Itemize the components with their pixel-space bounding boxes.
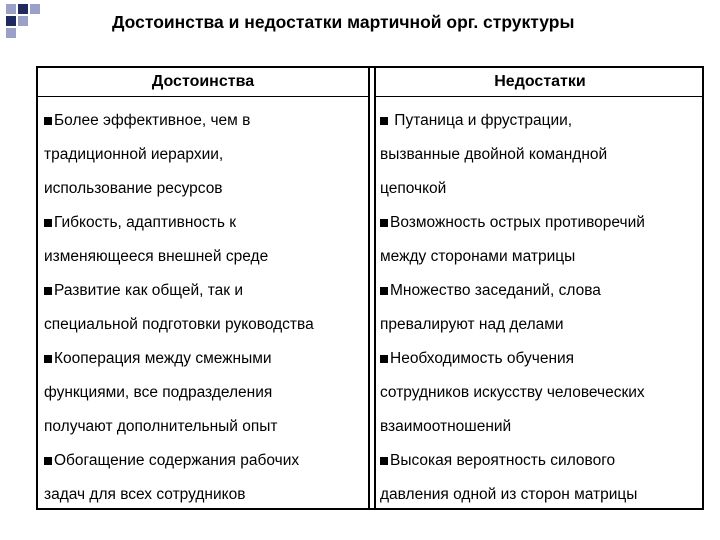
list-item (380, 444, 702, 478)
bullet-square-icon (44, 457, 52, 465)
list-item (380, 240, 702, 274)
list-item (44, 410, 366, 444)
list-item (44, 138, 366, 172)
list-item-text: Развитие как общей, так и (54, 282, 244, 299)
list-item (380, 138, 702, 172)
list-item (44, 104, 366, 138)
bullet-square-icon (44, 355, 52, 363)
list-item-text: Более эффективное, чем в (54, 112, 251, 129)
bullet-square-icon (380, 287, 388, 295)
list-item (380, 376, 702, 410)
corner-decoration (0, 0, 60, 40)
bullet-square-icon (44, 287, 52, 295)
deco-square (6, 4, 16, 14)
list-item-text: Необходимость обучения (390, 350, 575, 367)
column-divider (368, 68, 370, 508)
bullet-square-icon (44, 219, 52, 227)
deco-square (18, 4, 28, 14)
bullet-square-icon (380, 117, 388, 125)
bullet-square-icon (44, 117, 52, 125)
list-item-text: Высокая вероятность силового (390, 452, 616, 469)
deco-square (18, 16, 28, 26)
list-item-text: использование ресурсов (44, 180, 223, 197)
bullet-square-icon (380, 219, 388, 227)
list-item-text: сотрудников искусству человеческих (380, 384, 645, 401)
list-item (44, 376, 366, 410)
list-item (44, 444, 366, 478)
list-item (380, 172, 702, 206)
disadvantages-header: Недостатки (374, 68, 704, 97)
disadvantages-column (380, 104, 702, 512)
list-item (380, 342, 702, 376)
deco-square (30, 4, 40, 14)
list-item-text: превалируют над делами (380, 316, 564, 333)
deco-square (6, 16, 16, 26)
list-item (380, 478, 702, 512)
list-item (380, 206, 702, 240)
list-item (44, 308, 366, 342)
advantages-header: Достоинства (38, 68, 370, 97)
list-item-text: задач для всех сотрудников (44, 486, 246, 503)
list-item (380, 308, 702, 342)
list-item-text: Гибкость, адаптивность к (54, 214, 237, 231)
list-item-text: Путаница и фрустрации, (390, 112, 573, 129)
bullet-square-icon (380, 457, 388, 465)
deco-square (6, 28, 16, 38)
list-item-text: между сторонами матрицы (380, 248, 576, 265)
list-item-text: традиционной иерархии, (44, 146, 224, 163)
comparison-table (36, 66, 704, 510)
list-item-text: специальной подготовки руководства (44, 316, 314, 333)
list-item (44, 478, 366, 512)
list-item (44, 274, 366, 308)
list-item (44, 240, 366, 274)
list-item (44, 172, 366, 206)
bullet-square-icon (380, 355, 388, 363)
advantages-column (44, 104, 366, 512)
column-divider (374, 68, 376, 508)
list-item-text: Кооперация между смежными (54, 350, 272, 367)
list-item-text: получают дополнительный опыт (44, 418, 278, 435)
list-item-text: функциями, все подразделения (44, 384, 273, 401)
list-item-text: Множество заседаний, слова (390, 282, 601, 299)
list-item-text: вызванные двойной командной (380, 146, 608, 163)
page-title: Достоинства и недостатки мартичной орг. структуры (112, 12, 575, 32)
list-item-text: изменяющееся внешней среде (44, 248, 269, 265)
list-item-text: Возможность острых противоречий (390, 214, 645, 231)
list-item (380, 104, 702, 138)
list-item-text: давления одной из сторон матрицы (380, 486, 638, 503)
list-item-text: цепочкой (380, 180, 447, 197)
list-item-text: взаимоотношений (380, 418, 512, 435)
list-item (380, 410, 702, 444)
list-item-text: Обогащение содержания рабочих (54, 452, 300, 469)
list-item (380, 274, 702, 308)
list-item (44, 342, 366, 376)
list-item (44, 206, 366, 240)
